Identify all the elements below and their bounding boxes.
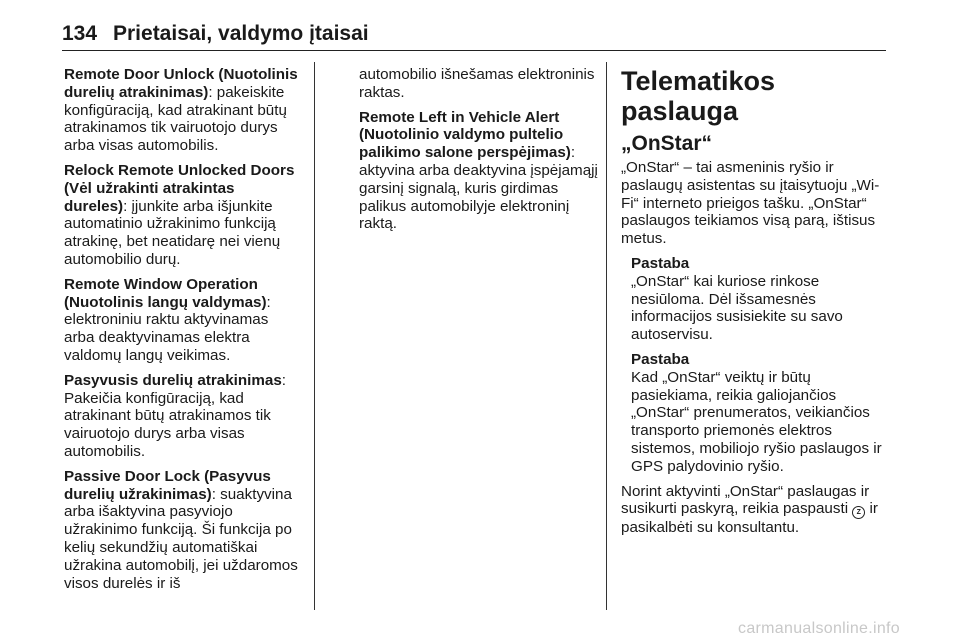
column-2: [359, 66, 599, 240]
paragraph-continuation: automobilio išnešamas elektroninis raktas.: [359, 66, 595, 101]
note-title: Pastaba: [631, 350, 690, 368]
term: Remote Door Unlock (Nuotolinis durelių atrakinimas): [64, 66, 298, 101]
term: Pasyvusis durelių atrakinimas: [64, 371, 282, 389]
column-1: [64, 66, 302, 599]
term: Relock Remote Unlocked Doors (Vėl užrakinti atrakintas dureles): [64, 161, 295, 215]
column-divider-1: [314, 62, 315, 610]
header-rule: [62, 50, 886, 51]
column-divider-2: [606, 62, 607, 610]
watermark: carmanualsonline.info: [738, 620, 900, 637]
paragraph-remote-window-operation: [64, 276, 302, 365]
definition: : aktyvina arba deaktyvina įspėjamąjį garsinį signalą, kuris girdimas palikus automobilyje elektroninį raktą.: [359, 144, 598, 233]
note-2: [621, 351, 889, 476]
activation-text-end: ir pasikalbėti su konsultantu.: [621, 500, 878, 537]
note-text: „OnStar“ kai kuriose rinkose nesiūloma. Dėl išsamesnės informacijos susisiekite su savo autoservisu.: [631, 272, 843, 344]
paragraph-passive-door-unlock: [64, 372, 302, 461]
paragraph-remote-door-unlock: [64, 66, 302, 155]
definition: : įjunkite arba išjunkite automatinio užrakinimo funkciją atrakinę, bet neatidarę nei vienų automobilio durų.: [64, 197, 281, 268]
paragraph-onstar-activation: [621, 483, 889, 538]
column-3: [621, 66, 889, 544]
definition: : suaktyvina arba išaktyvina pasyviojo užrakinimo funkciją. Ši funkcija po kelių sekundžių automatiškai užrakina automobilį, jei uždaromos visos durelės ir iš: [64, 485, 298, 592]
note-text: Kad „OnStar“ veiktų ir būtų pasiekiama, reikia galiojančios „OnStar“ prenumeratos, veikiančios transporto priemonės elektros sistemos, mobiliojo ryšio paslaugos ir GPS palydovinio ryšio.: [631, 368, 882, 475]
paragraph-relock-remote-unlocked-doors: [64, 162, 302, 269]
term: Remote Window Operation (Nuotolinis langų valdymas): [64, 275, 267, 311]
definition: : elektroniniu raktu aktyvinamas arba deaktyvinamas elektra valdomų langų veikimas.: [64, 293, 271, 364]
note-1: [621, 255, 889, 344]
definition: : pakeiskite konfigūraciją, kad atrakinant būtų atrakinamos tik vairuotojo durys arba visas automobilis.: [64, 83, 287, 155]
paragraph-passive-door-lock: [64, 468, 302, 593]
subsection-heading: „OnStar“: [621, 132, 713, 155]
paragraph-onstar-intro: „OnStar“ – tai asmeninis ryšio ir paslaugų asistentas su įtaisytuoju „Wi-Fi“ interneto prieigos tašku. „OnStar“ paslaugos teikiamos visą parą, ištisus metus.: [621, 159, 880, 248]
term: Remote Left in Vehicle Alert (Nuotolinio valdymo pultelio palikimo salone perspėjimas): [359, 108, 571, 162]
page-number: 134: [62, 22, 98, 45]
paragraph-remote-left-in-vehicle-alert: [359, 109, 599, 234]
note-title: Pastaba: [631, 254, 690, 272]
section-heading: Telematikos paslauga: [621, 66, 776, 126]
chapter-title: Prietaisai, valdymo įtaisai: [113, 22, 369, 45]
definition: : Pakeičia konfigūraciją, kad atrakinant būtų atrakinamos tik vairuotojo durys arba visas automobilis.: [64, 371, 287, 460]
activation-text: Norint aktyvinti „OnStar“ paslaugas ir susikurti paskyrą, reikia paspausti: [621, 482, 870, 518]
term: Passive Door Lock (Pasyvus durelių užrakinimas): [64, 467, 271, 503]
onstar-button-icon: Z: [852, 506, 865, 519]
page-header: [62, 22, 886, 52]
